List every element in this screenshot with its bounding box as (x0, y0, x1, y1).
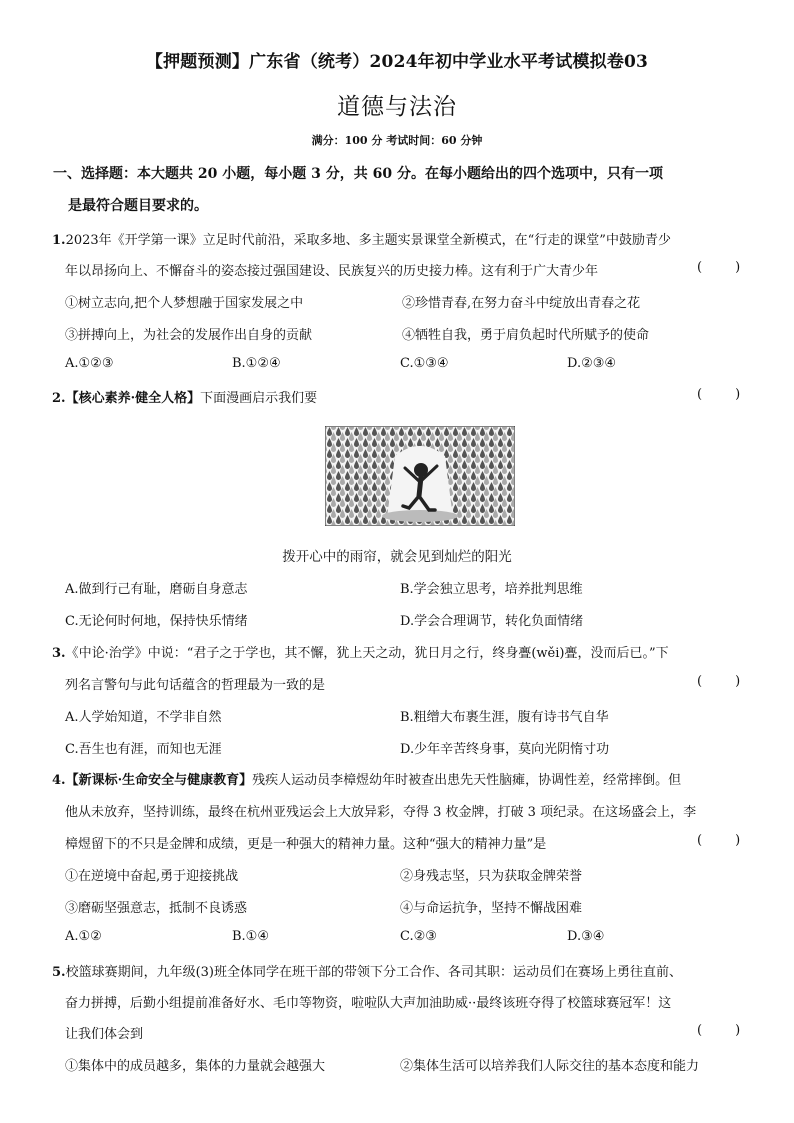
question-number: 5. (52, 965, 66, 980)
question-4-stem-cont: 他从未放弃，坚持训练，最终在杭州亚残运会上大放异彩，夺得 3 枚金牌，打破 3 项纪录。在这场盛会上，李 (65, 805, 697, 820)
answer-blank: ( ) (697, 1023, 741, 1038)
subject-title: 道德与法治 (337, 94, 457, 120)
question-5-stem-cont: 让我们体会到 (65, 1027, 144, 1042)
answer-option-b[interactable]: B.①②④ (232, 356, 281, 371)
answer-option-c[interactable]: C.①③④ (400, 356, 449, 371)
answer-option-c[interactable]: C.②③ (400, 929, 437, 944)
exam-meta: 满分：100 分 考试时间：60 分钟 (311, 134, 483, 147)
question-4-stem (52, 769, 681, 788)
answer-option-c[interactable]: C.吾生也有涯，而知也无涯 (65, 742, 222, 757)
answer-option-a[interactable]: A.人学始知道，不学非自然 (65, 710, 222, 725)
question-number: 2. (52, 391, 66, 406)
statement-item: ④牺牲自我，勇于肩负起时代所赋予的使命 (402, 328, 650, 343)
statement-item: ③磨砺坚强意志，抵制不良诱惑 (65, 901, 248, 916)
statement-item: ②集体生活可以培养我们人际交往的基本态度和能力 (400, 1059, 700, 1074)
exam-title: 【押题预测】广东省（统考）2024年初中学业水平考试模拟卷03 (145, 52, 649, 72)
answer-option-a[interactable]: A.①② (65, 929, 102, 944)
statement-item: ②珍惜青春,在努力奋斗中绽放出青春之花 (402, 296, 641, 311)
question-text: 残疾人运动员李樟煜幼年时被查出患先天性脑瘫，协调性差，经常摔倒。但 (252, 773, 682, 788)
answer-option-b[interactable]: B.①④ (232, 929, 269, 944)
answer-option-d[interactable]: D.少年辛苦终身事，莫向光阴惰寸功 (400, 742, 610, 757)
cartoon-caption: 拨开心中的雨帘，就会见到灿烂的阳光 (282, 549, 512, 565)
question-2-stem (52, 387, 317, 406)
answer-blank: ( ) (697, 260, 741, 275)
answer-option-a[interactable]: A.做到行己有耻，磨砺自身意志 (65, 582, 248, 597)
answer-option-c[interactable]: C.无论何时何地，保持快乐情绪 (65, 614, 248, 629)
question-3-stem-cont: 列名言警句与此句话蕴含的哲理最为一致的是 (65, 678, 326, 693)
question-5-stem (52, 961, 682, 980)
question-tag: 【核心素养·健全人格】 (65, 391, 201, 406)
statement-item: ③拼搏向上，为社会的发展作出自身的贡献 (65, 328, 313, 343)
question-text: 2023年《开学第一课》立足时代前沿，采取多地、多主题实景课堂全新模式，在“行走的课堂”中鼓励青少 (65, 233, 671, 248)
question-5-stem-cont: 奋力拼搏，后勤小组提前准备好水、毛巾等物资，啦啦队大声加油助威··最终该班夺得了校篮球赛冠军！这 (65, 996, 672, 1011)
answer-option-d[interactable]: D.③④ (567, 929, 605, 944)
section-heading-cont: 是最符合题目要求的。 (68, 198, 208, 214)
question-number: 3. (52, 646, 66, 661)
statement-item: ④与命运抗争，坚持不懈战困难 (400, 901, 583, 916)
question-text: 《中论·治学》中说：“君子之于学也，其不懈，犹上天之动，犹日月之行，终身亹(wěi)亹，没而后已。”下 (65, 646, 669, 661)
question-1-stem-cont: 年以昂扬向上、不懈奋斗的姿态接过强国建设、民族复兴的历史接力棒。这有利于广大青少年 (65, 264, 599, 279)
question-3-stem (52, 642, 669, 661)
question-text: 校篮球赛期间，九年级(3)班全体同学在班干部的带领下分工合作、各司其职：运动员们在赛场上勇往直前、 (65, 965, 682, 980)
answer-option-a[interactable]: A.①②③ (65, 356, 114, 371)
rain-curtain-cartoon (325, 426, 515, 526)
question-1-stem (52, 229, 671, 248)
answer-blank: ( ) (697, 387, 741, 402)
statement-item: ①树立志向,把个人梦想融于国家发展之中 (65, 296, 304, 311)
question-number: 1. (52, 233, 66, 248)
statement-item: ①在逆境中奋起,勇于迎接挑战 (65, 869, 239, 884)
section-heading: 一、选择题：本大题共 20 小题，每小题 3 分，共 60 分。在每小题给出的四个选项中，只有一项 (53, 166, 663, 182)
question-4-stem-cont: 樟煜留下的不只是金牌和成绩，更是一种强大的精神力量。这种“强大的精神力量”是 (65, 837, 547, 852)
answer-option-b[interactable]: B.学会独立思考，培养批判思维 (400, 582, 583, 597)
answer-option-d[interactable]: D.学会合理调节，转化负面情绪 (400, 614, 584, 629)
statement-item: ①集体中的成员越多，集体的力量就会越强大 (65, 1059, 326, 1074)
answer-blank: ( ) (697, 833, 741, 848)
answer-option-b[interactable]: B.粗缯大布裹生涯，腹有诗书气自华 (400, 710, 609, 725)
question-tag: 【新课标·生命安全与健康教育】 (65, 773, 253, 788)
question-number: 4. (52, 773, 66, 788)
statement-item: ②身残志坚，只为获取金牌荣誉 (400, 869, 583, 884)
question-text: 下面漫画启示我们要 (200, 391, 318, 406)
answer-blank: ( ) (697, 674, 741, 689)
answer-option-d[interactable]: D.②③④ (567, 356, 617, 371)
